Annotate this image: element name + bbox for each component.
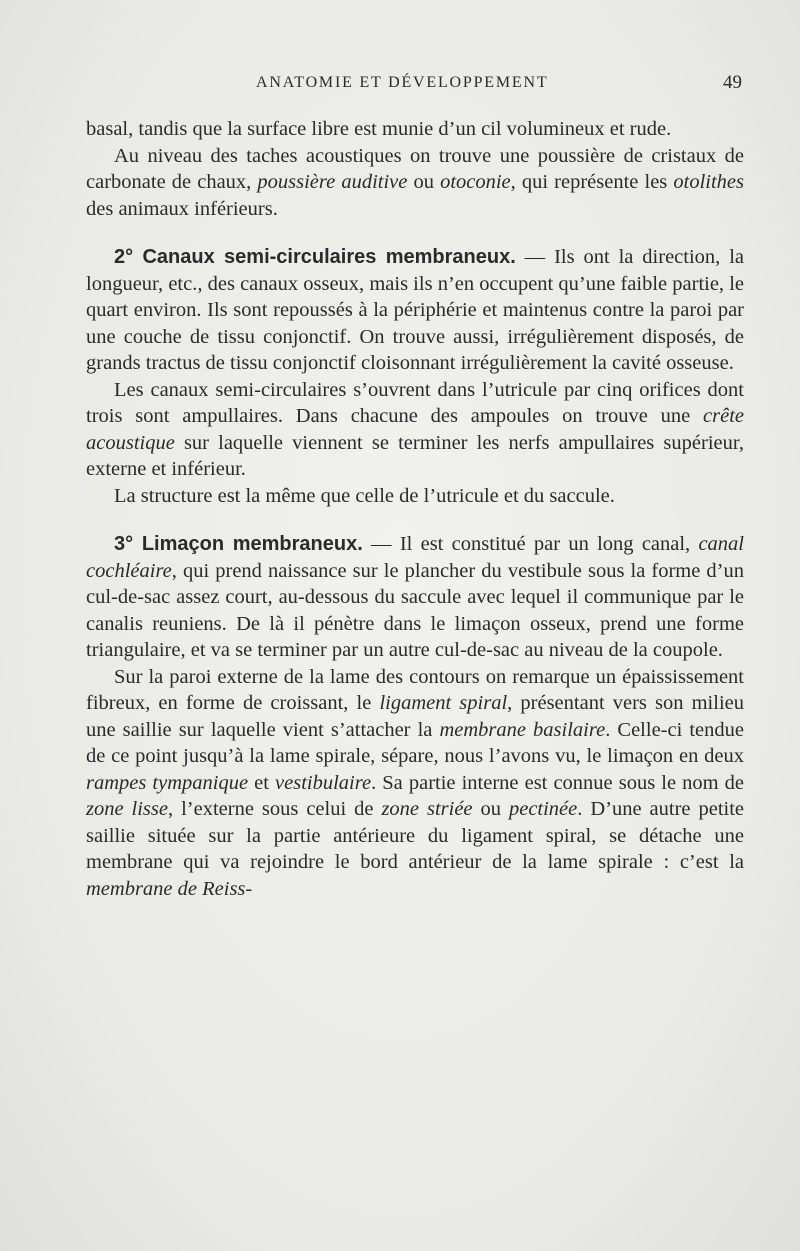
body-text (86, 116, 744, 902)
section-heading: 2° Canaux semi-circulaires membraneux. (114, 246, 516, 268)
running-title: ANATOMIE ET DÉVELOPPEMENT (256, 74, 549, 91)
paragraph-structure: La structure est la même que celle de l’utricule et du saccule. (114, 484, 615, 507)
section-heading: 3° Limaçon membraneux. (114, 533, 363, 555)
page-number: 49 (723, 72, 742, 93)
paragraph-continuation: basal, tandis que la surface libre est munie d’un cil volumineux et rude. (86, 118, 672, 140)
section-canaux-semi-circulaires: 2° Canaux semi-circulaires membraneux. — Ils ont la direction, la longueur, etc., des canaux osseux, mais ils n’en occupent qu’une faible partie, le quart environ. Ils sont repoussés à la périphérie et maintenus contre la paroi par une couche de tissu conjonctif. On trouve aussi, irrégulièrement disposés, de grands tractus de tissu conjonctif cloisonnant irrégulièrement la cavité osseuse. (86, 246, 744, 374)
paragraph-otoconie: Au niveau des taches acoustiques on trouve une poussière de cristaux de carbonate de chaux, poussière auditive ou otoconie, qui représente les otolithes des animaux inférieurs. (86, 144, 744, 220)
paragraph-canaux-ouvrent: Les canaux semi-circulaires s’ouvrent dans l’utricule par cinq orifices dont trois sont ampullaires. Dans chacune des ampoules on trouve une crête acoustique sur laquelle viennent se terminer les nerfs ampullaires supérieur, externe et inférieur. (86, 378, 744, 480)
page-header (86, 74, 742, 98)
paragraph-paroi-externe: Sur la paroi externe de la lame des contours on remarque un épaississement fibreux, en forme de croissant, le ligament spiral, présentant vers son milieu une saillie sur laquelle vient s’attacher la membrane basilaire. Celle-ci tendue de ce point jusqu’à la lame spirale, sépare, nous l’avons vu, le limaçon en deux rampes tympanique et vestibulaire. Sa partie interne est connue sous le nom de zone lisse, l’externe sous celui de zone striée ou pectinée. D’une autre petite saillie située sur la partie antérieure du ligament spiral, se détache une membrane qui va rejoindre le bord antérieur de la lame spirale : c’est la membrane de Reiss- (86, 665, 745, 900)
section-limacon-membraneux: 3° Limaçon membraneux. — Il est constitué par un long canal, canal cochléaire, qui prend naissance sur le plancher du vestibule sous la forme d’un cul-de-sac assez court, au-dessous du saccule avec lequel il communique par le canalis reuniens. De là il pénètre dans le limaçon osseux, prend une forme triangulaire, et va se terminer par un autre cul-de-sac au niveau de la coupole. (86, 533, 744, 661)
